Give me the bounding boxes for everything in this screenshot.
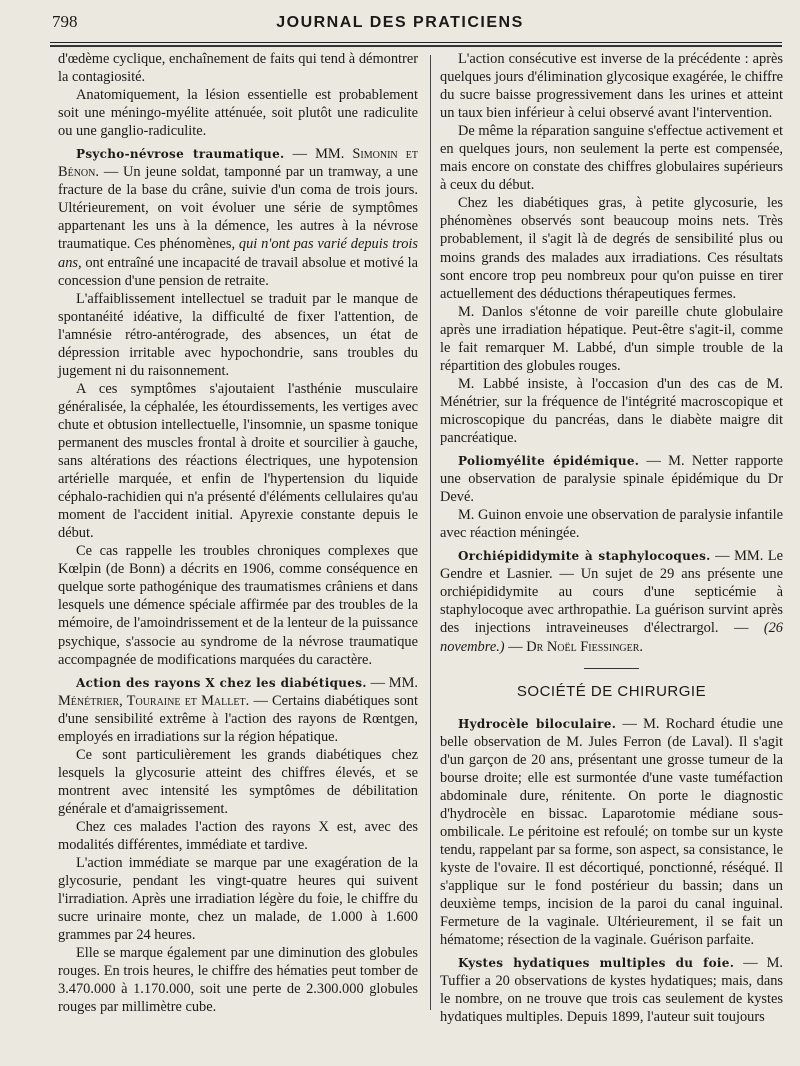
- signature: — Dr Noël Fiessinger.: [508, 638, 644, 655]
- society-title: SOCIÉTÉ DE CHIRURGIE: [516, 682, 707, 700]
- left-column: [58, 50, 418, 1016]
- section-authors: MM. Simonin et Bénon.: [58, 146, 418, 181]
- header-rule: [50, 42, 782, 43]
- section-heading: Kystes hydatiques multiples du foie.: [458, 956, 735, 971]
- paragraph: M. Labbé insiste, à l'occasion d'un des cas de M. Ménétrier, sur la fréquence de l'intégrité macroscopique et microscopique du pancréas, dans le diabète maigre dit pancréatique.: [440, 375, 783, 446]
- section-heading: Hydrocèle biloculaire.: [458, 716, 617, 731]
- section-hydrocele: [440, 715, 783, 950]
- section-kystes-hydatiques: [440, 954, 783, 1026]
- section-text: — Certains diabétiques sont d'une sensibilité extrême à l'action des rayons de Rœntgen, employés en irradiations sur la région hépatique.: [58, 692, 418, 745]
- section-text: — M. Netter rapporte une observation de paralysie spinale épidémique du Dr Devé.: [440, 453, 783, 506]
- journal-title: JOURNAL DES PRATICIENS: [276, 14, 524, 31]
- paragraph: Chez ces malades l'action des rayons X est, avec des modalités différentes, immédiate et tardive.: [58, 818, 418, 854]
- section-psycho-nevrose: Psycho-névrose traumatique. — MM. Simonin et Bénon. — Un jeune soldat, tamponné par un tramway, a une fracture de la base du crâne, suivie d'un coma de trois jours. Ultérieurement, on voit évoluer une série de symptômes appartenant les uns à la démence, les autres à la névrose traumatique. Ces phénomènes, qui n'ont pas varié depuis trois ans, ont entraîné une incapacité de travail absolue et motivé la concession d'une pension de retraite.: [58, 146, 418, 289]
- paragraph: L'action immédiate se marque par une exagération de la glycosurie, pendant les vingt-quatre heures qui suivent l'irradiation. Après une irradiation légère du foie, le chiffre du sucre urinaire monte, chez un malade, de 1.000 à 1.600 grammes par 24 heures.: [58, 855, 418, 944]
- section-separator: [584, 668, 639, 669]
- page-header: [0, 0, 800, 50]
- paragraph: M. Danlos s'étonne de voir pareille chute globulaire après une irradiation hépatique. Peut-être s'agit-il, comme le fait remarquer M. Labbé, d'un simple trouble de la répartition des globules rouges.: [440, 303, 783, 374]
- section-text: — M. Rochard étudie une belle observation de M. Jules Ferron (de Laval). Il s'agit d'un garçon de 20 ans, présentant une grosse tumeur de la bourse droite; elle est surmontée d'une vaste tuméfaction abdominale dure, rénitente. On porte le diagnostic d'hydrocèle en bissac. Laparotomie médiane sous-ombilicale. Le péritoine est refoulé; on tombe sur un kyste tendu, rappelant par sa forme, son aspect, sa consistance, le kyste de l'ovaire. Il est décortiqué, ponctionné, réséqué. Il s'applique sur le fond postérieur du bassin; dans un deuxième temps, incision de la paroi du canal inguinal. Fermeture de la vaginale. Ultérieurement, il se fait un hématome; résection de la vaginale. Guérison parfaite.: [440, 715, 783, 949]
- paragraph: M. Guinon envoie une observation de paralysie infantile avec réaction méningée.: [440, 507, 783, 542]
- section-text: — MM. Le Gendre et Lasnier. — Un sujet de 29 ans présente une orchiépididymite au cours d'une septicémie à staphylocoque avec arthropathie. La guérison survint après des injections intraveineuses d'électrargol. —: [440, 548, 783, 637]
- session-date: (26 novembre.): [440, 620, 783, 655]
- right-column: [440, 50, 783, 1026]
- section-rayons-x: [58, 674, 418, 746]
- paragraph: Ce cas rappelle les troubles chroniques complexes que Kœlpin (de Bonn) a décrits en 1906, comme conséquence en quelque sorte pathogénique des traumatismes crâniens et dans lesquels une démence spéciale affirmée par des troubles de la mémoire, de l'amoindrissement et de la lenteur de la puissance psychique, s'associe au syndrome de la névrose traumatique accompagnée de modifications marquées du caractère.: [58, 543, 418, 668]
- column-divider: [430, 55, 431, 1010]
- paragraph: L'action consécutive est inverse de la précédente : après quelques jours d'élimination glycosique exagérée, le chiffre du sucre baisse progressivement dans les urines et atteint un taux bien inférieur à celui observé avant l'intervention.: [440, 51, 783, 122]
- paragraph: Chez les diabétiques gras, à petite glycosurie, les phénomènes observés sont beaucoup moins nets. Très probablement, il s'agit là de degrés de sensibilité plus ou moins grands des malades aux irradiations. Ces résultats sont encore trop peu nombreux pour qu'on puisse en tirer actuellement des déductions thérapeutiques fermes.: [440, 195, 783, 302]
- section-heading: Psycho-névrose traumatique.: [76, 147, 285, 162]
- section-text: — M. Tuffier a 20 observations de kystes hydatiques; mais, dans le nombre, on ne trouve que trois cas seulement de kystes hydatiques multiples. Depuis 1899, l'auteur suit toujours: [440, 955, 783, 1026]
- paragraph: Elle se marque également par une diminution des globules rouges. En trois heures, le chiffre des hématies peut tomber de 3.470.000 à 1.170.000, soit une perte de 2.300.000 globules rouges par millimètre cube.: [58, 945, 418, 1016]
- section-authors: — MM. Ménétrier, Touraine et Mallet.: [58, 674, 418, 709]
- paragraph: Ce sont particulièrement les grands diabétiques chez lesquels la glycosurie atteint des chiffres élevés, et se montrent avec intensité les symptômes de débilitation générale et d'amaigrissement.: [58, 746, 418, 817]
- section-text: ont entraîné une incapacité de travail absolue et motivé la concession d'une pension de retraite.: [58, 254, 418, 289]
- paragraph: L'affaiblissement intellectuel se traduit par le manque de spontanéité idéative, la difficulté de fixer l'attention, de l'amnésie rétro-antérograde, des absences, un état de dépression irritable avec hypochondrie, sans troubles du jugement ni du raisonnement.: [58, 290, 418, 379]
- paragraph: Anatomiquement, la lésion essentielle est probablement soit une méningo-myélite atténuée, soit plutôt une radiculite ou une ganglio-radiculite.: [58, 87, 418, 140]
- paragraph: A ces symptômes s'ajoutaient l'asthénie musculaire généralisée, la céphalée, les étourdissements, les vertiges avec chute et obtusion intellectuelle, l'insomnie, un spasme tonique permanent des muscles frontal à droite et sourcilier à gauche, sans altérations des réactions électriques, une hypotension artérielle marquée, et enfin de l'hypertension du liquide céphalo-rachidien qui n'a présenté d'éléments cellulaires qu'au moment de l'accident initial. Apyrexie constante depuis le début.: [58, 380, 418, 542]
- section-poliomyelite: [440, 452, 783, 506]
- section-heading: Orchiépididymite à staphylocoques.: [458, 549, 711, 564]
- page-number: 798: [52, 12, 78, 31]
- section-text: — Un jeune soldat, tamponné par un tramway, a une fracture de la base du crâne, suivie d'un coma de trois jours. Ultérieurement, on voit évoluer une série de symptômes appartenant les uns à la démence, les autres à la névrose traumatique. Ces phénomènes,: [58, 164, 418, 253]
- section-heading: Action des rayons X chez les diabétiques.: [76, 675, 367, 690]
- paragraph: d'œdème cyclique, enchaînement de faits qui tend à démontrer la contagiosité.: [58, 51, 418, 86]
- section-heading: Poliomyélite épidémique.: [458, 454, 640, 469]
- header-rule-thick: [50, 45, 782, 47]
- italic-phrase: qui n'ont pas varié depuis trois ans,: [58, 236, 418, 271]
- section-orchiepididymite: [440, 547, 783, 655]
- paragraph: De même la réparation sanguine s'effectue activement et en quelques jours, non seulement la perte est compensée, mais encore on constate des chiffres globulaires supérieurs à ceux du début.: [440, 123, 783, 194]
